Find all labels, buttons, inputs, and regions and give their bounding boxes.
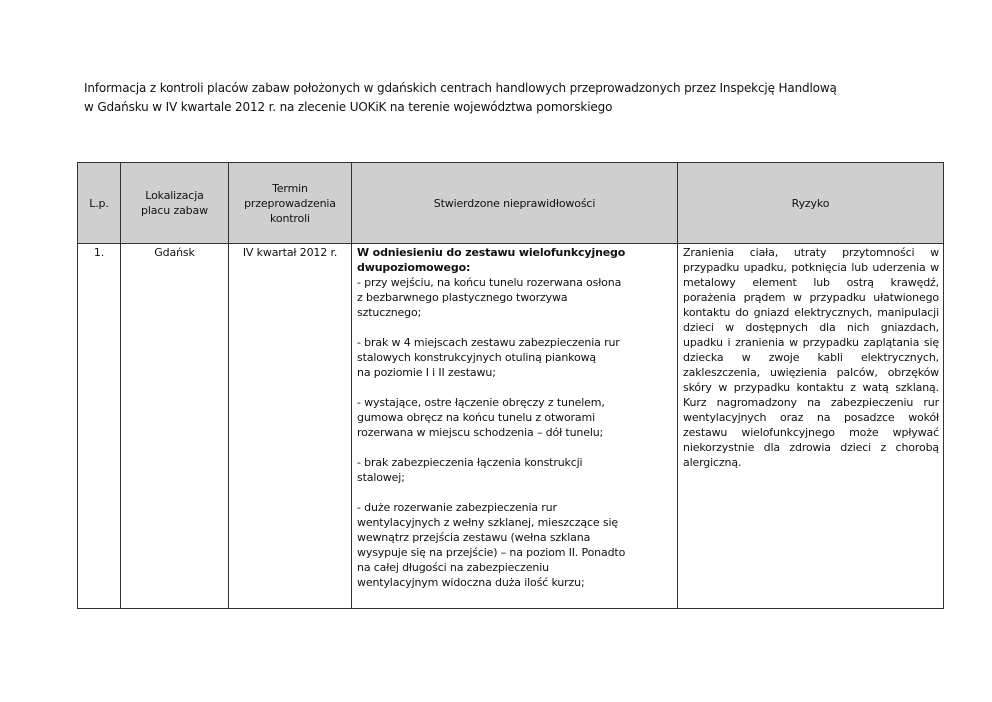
issues-heading-line: dwupoziomowego: [357,261,471,274]
issue-line: wewnątrz przejścia zestawu (wełna szklana [357,531,591,544]
inspection-table [77,162,944,609]
title-line-1: Informacja z kontroli placów zabaw położonych w gdańskich centrach handlowych przeprowadzonych przez Inspekcję Handlową [84,81,837,95]
header-term: Termin przeprowadzenia kontroli [229,163,352,244]
issue-line: z bezbarwnego plastycznego tworzywa [357,291,568,304]
table-header-row [78,163,944,244]
issue-line: stalowej; [357,471,405,484]
document-title [84,79,934,117]
issue-line: rozerwana w miejscu schodzenia – dół tunelu; [357,426,604,439]
issues-heading-line: W odniesieniu do zestawu wielofunkcyjnego [357,246,626,259]
header-issues: Stwierdzone nieprawidłowości [352,163,678,244]
header-location: Lokalizacja placu zabaw [121,163,229,244]
cell-term: IV kwartał 2012 r. [229,244,352,609]
issue-line: wentylacyjnym widoczna duża ilość kurzu; [357,576,585,589]
issue-line: - wystające, ostre łączenie obręczy z tunelem, [357,396,605,409]
issue-line: na całej długości na zabezpieczeniu [357,561,549,574]
issue-line: sztucznego; [357,306,422,319]
issue-line: wentylacyjnych z wełny szklanej, mieszczące się [357,516,618,529]
issue-line: - duże rozerwanie zabezpieczenia rur [357,501,557,514]
cell-risk: Zranienia ciała, utraty przytomności w przypadku upadku, potknięcia lub uderzenia w metalowy element lub ostrą krawędź, porażenia prądem w przypadku ułatwionego kontaktu do gniazd elektrycznych, manipulacji dzieci w dostępnych dla nich gniazdach, upadku i zranienia w przypadku zaplątania się dziecka w zwoje kabli elektrycznych, zakleszczenia, uwięzienia palców, obrzęków skóry w przypadku kontaktu z watą szklaną. Kurz nagromadzony na zabezpieczeniu rur wentylacyjnych oraz na posadzce wokół zestawu wielofunkcyjnego może wpływać niekorzystnie dla zdrowia dzieci z chorobą alergiczną. [678,244,944,609]
title-line-2: w Gdańsku w IV kwartale 2012 r. na zlecenie UOKiK na terenie województwa pomorskiego [84,100,613,114]
issue-line: stalowych konstrukcyjnych otuliną piankową [357,351,597,364]
header-risk: Ryzyko [678,163,944,244]
table-row [78,244,944,609]
issue-line: - przy wejściu, na końcu tunelu rozerwana osłona [357,276,622,289]
issue-line: na poziomie I i II zestawu; [357,366,496,379]
cell-issues [352,244,678,609]
issue-line: - brak zabezpieczenia łączenia konstrukcji [357,456,583,469]
cell-location: Gdańsk [121,244,229,609]
cell-lp: 1. [78,244,121,609]
issue-line: - brak w 4 miejscach zestawu zabezpieczenia rur [357,336,620,349]
header-lp: L.p. [78,163,121,244]
issue-line: gumowa obręcz na końcu tunelu z otworami [357,411,595,424]
issue-line: wysypuje się na przejście) – na poziom II. Ponadto [357,546,626,559]
